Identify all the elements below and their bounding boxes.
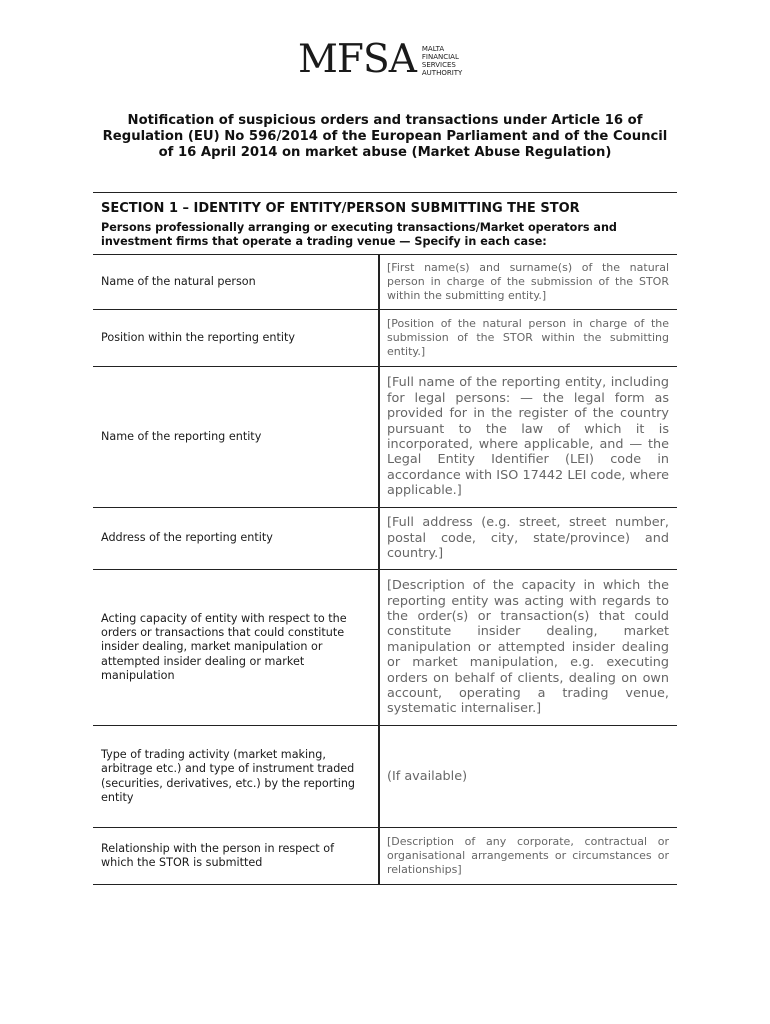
logo-subtitle [422, 45, 482, 77]
field-value: [Description of the capacity in which the reporting entity was acting with regards to the order(s) or transaction(s) that could constitute insider dealing, market manipulation or attempted insider dealing or market manipulation, e.g. executing orders on behalf of clients, dealing on own account, operating a trading venue, systematic internaliser.] [379, 570, 677, 726]
table-row [93, 367, 677, 508]
table-row [93, 570, 677, 726]
table-row [93, 828, 677, 885]
field-label: Position within the reporting entity [93, 310, 379, 367]
table-row [93, 310, 677, 367]
table-row [93, 255, 677, 310]
field-value: (If available) [379, 726, 677, 828]
field-label: Relationship with the person in respect of which the STOR is submitted [93, 828, 379, 885]
field-label: Acting capacity of entity with respect to the orders or transactions that could constitute insider dealing, market manipulation or attempted insider dealing or market manipulation [93, 570, 379, 726]
table-row [93, 726, 677, 828]
field-value: [Position of the natural person in charge of the submission of the STOR within the submitting entity.] [379, 310, 677, 367]
section-1 [93, 192, 677, 885]
field-value: [First name(s) and surname(s) of the natural person in charge of the submission of the STOR within the submitting entity.] [379, 255, 677, 310]
identity-table [93, 254, 677, 885]
section-heading: SECTION 1 – IDENTITY OF ENTITY/PERSON SUBMITTING THE STOR [101, 201, 580, 216]
field-value: [Full name of the reporting entity, including for legal persons: — the legal form as provided for in the register of the country pursuant to the law of which it is incorporated, where applicable, and — the Legal Entity Identifier (LEI) code in accordance with ISO 17442 LEI code, where applicable.] [379, 367, 677, 508]
field-value: [Full address (e.g. street, street number, postal code, city, state/province) and country.] [379, 508, 677, 570]
logo-subtitle-line: AUTHORITY [421, 69, 463, 77]
logo-subtitle-line: SERVICES [421, 61, 456, 69]
field-label: Type of trading activity (market making, arbitrage etc.) and type of instrument traded (securities, derivatives, etc.) by the reporting entity [93, 726, 379, 828]
field-label: Name of the reporting entity [93, 367, 379, 508]
field-label: Name of the natural person [93, 255, 379, 310]
field-value: [Description of any corporate, contractual or organisational arrangements or circumstances or relationships] [379, 828, 677, 885]
document-title: Notification of suspicious orders and transactions under Article 16 of Regulation (EU) No 596/2014 of the European Parliament and of the Council of 16 April 2014 on market abuse (Market Abuse Regulation) [102, 113, 668, 160]
table-row [93, 508, 677, 570]
logo-mark: MFSA [298, 37, 416, 82]
logo-subtitle-line: FINANCIAL [421, 53, 459, 61]
logo-subtitle-line: MALTA [421, 45, 445, 53]
mfsa-logo [298, 37, 482, 82]
section-subheading: Persons professionally arranging or executing transactions/Market operators and investment firms that operate a trading venue — Specify in each case: [101, 221, 617, 248]
field-label: Address of the reporting entity [93, 508, 379, 570]
